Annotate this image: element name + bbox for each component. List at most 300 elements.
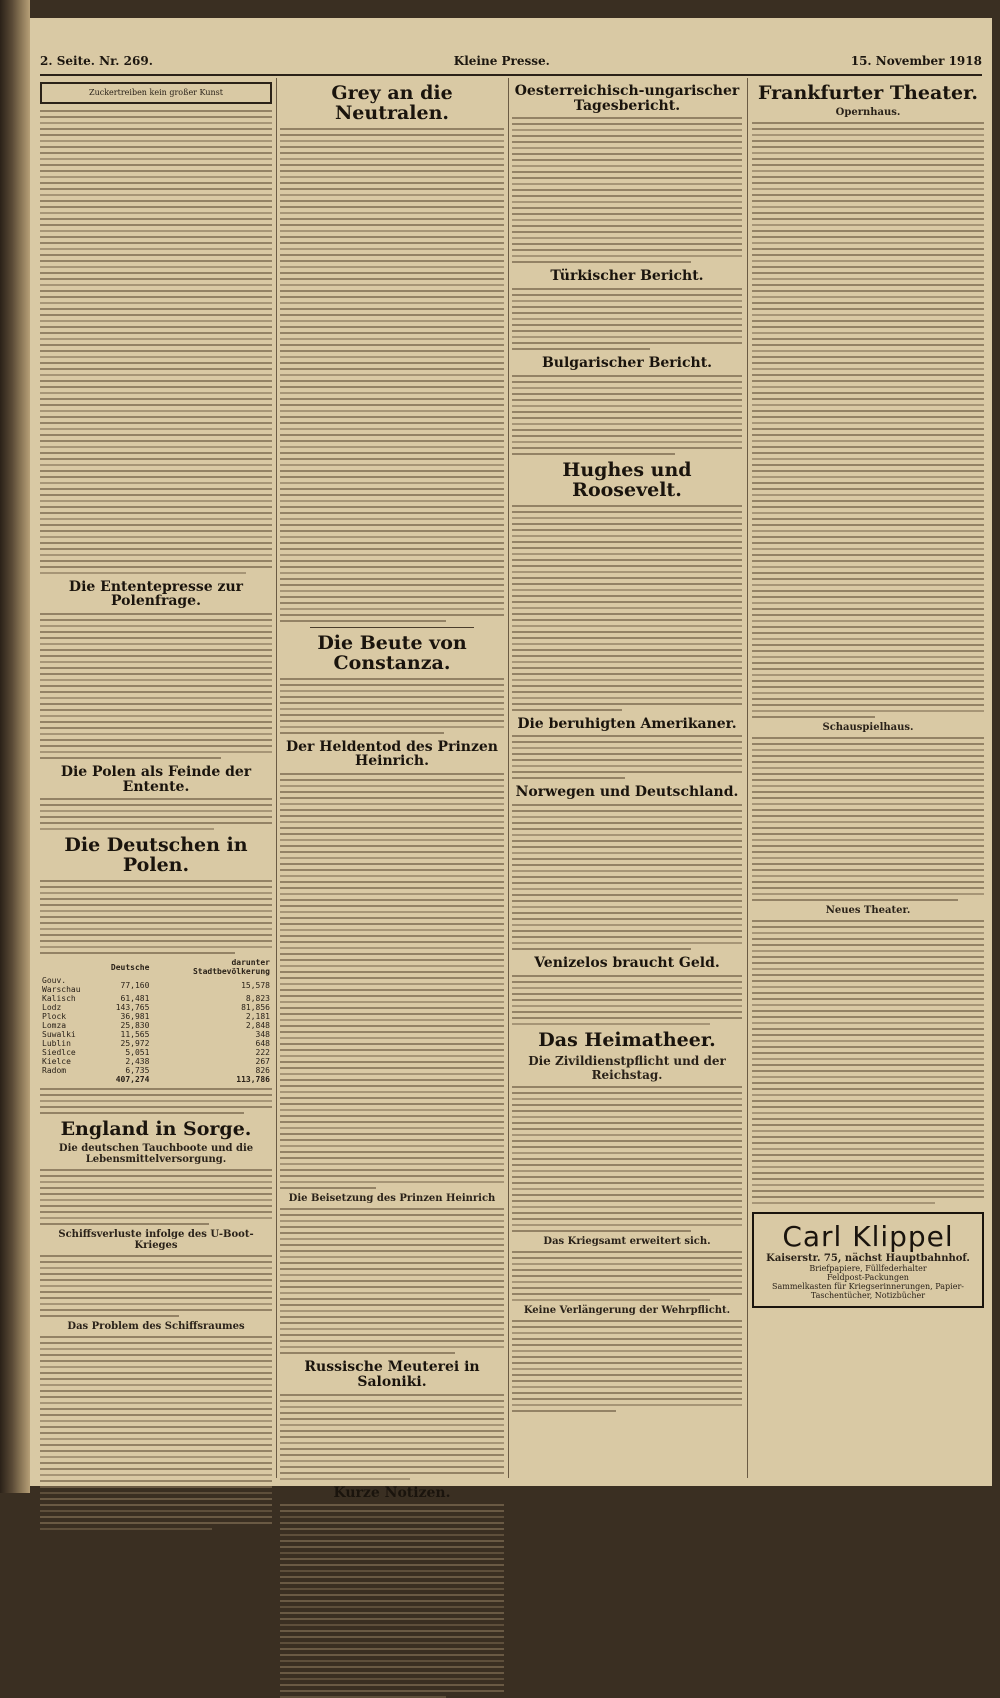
text-line — [752, 176, 984, 178]
text-line — [280, 1304, 504, 1306]
text-line — [40, 1217, 272, 1219]
text-line — [280, 1528, 504, 1530]
text-line — [280, 1504, 504, 1506]
text-line — [40, 739, 272, 741]
text-line — [40, 308, 272, 310]
text-line — [40, 506, 272, 508]
text-line — [40, 1408, 272, 1410]
text-line — [752, 1124, 984, 1126]
text-line — [752, 815, 984, 817]
text-line — [752, 188, 984, 190]
text-line — [40, 428, 272, 430]
text-line — [280, 536, 504, 538]
text-line — [280, 620, 446, 622]
headline: Die Deutschen in Polen. — [64, 834, 248, 877]
text-line — [512, 1023, 710, 1025]
text-line — [280, 506, 504, 508]
table-cell — [40, 1075, 109, 1084]
text-line — [280, 1588, 504, 1590]
text-line — [40, 1088, 272, 1090]
page-number: 2. Seite. Nr. 269. — [40, 54, 153, 68]
text-line — [40, 434, 272, 436]
text-line — [40, 1169, 272, 1171]
text-line — [280, 1238, 504, 1240]
text-line — [512, 679, 742, 681]
text-line — [512, 882, 742, 884]
text-line — [512, 411, 742, 413]
text-line — [280, 314, 504, 316]
headline: Der Heldentod des Prinzen Heinrich. — [286, 738, 498, 770]
text-line — [512, 547, 742, 549]
text-line — [40, 1396, 272, 1398]
text-line — [752, 1196, 984, 1198]
table-cell: 267 — [255, 1057, 270, 1067]
text-line — [752, 368, 984, 370]
text-line — [512, 930, 742, 932]
text-line — [280, 1085, 504, 1087]
text-line — [40, 1402, 272, 1404]
text-line — [280, 1067, 504, 1069]
text-line — [512, 529, 742, 531]
text-line — [280, 374, 504, 376]
text-line — [280, 224, 504, 226]
text-line — [40, 1432, 272, 1434]
text-line — [280, 809, 504, 811]
text-line — [280, 1310, 504, 1312]
text-line — [280, 1424, 504, 1426]
text-line — [512, 261, 691, 263]
text-line — [40, 1510, 272, 1512]
text-line — [280, 434, 504, 436]
text-line — [280, 266, 504, 268]
text-line — [752, 1004, 984, 1006]
text-line — [40, 934, 272, 936]
divider — [310, 627, 474, 628]
text-line — [280, 446, 504, 448]
text-line — [40, 128, 272, 130]
text-line — [40, 1187, 272, 1189]
text-line — [752, 386, 984, 388]
text-line — [512, 1152, 742, 1154]
text-line — [512, 1182, 742, 1184]
text-line — [512, 709, 622, 711]
text-line — [512, 342, 742, 344]
text-line — [280, 1244, 504, 1246]
text-line — [280, 344, 504, 346]
text-line — [752, 278, 984, 280]
text-line — [280, 1666, 504, 1668]
text-line — [752, 956, 984, 958]
text-line — [280, 1268, 504, 1270]
text-line — [752, 686, 984, 688]
text-line — [752, 224, 984, 226]
text-line — [280, 1025, 504, 1027]
article-body — [280, 128, 504, 622]
text-line — [752, 1058, 984, 1060]
text-line — [512, 643, 742, 645]
table-cell: 143,765 — [115, 1003, 150, 1013]
text-line — [752, 1052, 984, 1054]
table-cell: 11,565 — [120, 1030, 150, 1040]
text-line — [40, 1492, 272, 1494]
text-line — [752, 338, 984, 340]
text-line — [512, 631, 742, 633]
text-line — [752, 1154, 984, 1156]
subheadline: Die Beisetzung des Prinzen Heinrich — [288, 1193, 496, 1205]
text-line — [512, 447, 742, 449]
text-line — [40, 745, 272, 747]
text-line — [40, 236, 272, 238]
text-line — [280, 678, 504, 680]
text-line — [280, 875, 504, 877]
text-line — [752, 992, 984, 994]
text-line — [40, 224, 272, 226]
text-line — [752, 998, 984, 1000]
text-line — [512, 153, 742, 155]
headline: Türkischer Bericht. — [550, 268, 704, 285]
text-line — [512, 375, 742, 377]
text-line — [752, 536, 984, 538]
text-line — [280, 152, 504, 154]
text-line — [512, 858, 742, 860]
text-line — [40, 1456, 272, 1458]
text-line — [280, 248, 504, 250]
text-line — [40, 176, 272, 178]
text-line — [40, 1384, 272, 1386]
table-cell: 25,830 — [120, 1021, 150, 1031]
text-line — [40, 1336, 272, 1338]
text-line — [752, 218, 984, 220]
text-line — [752, 590, 984, 592]
text-line — [512, 765, 742, 767]
text-line — [512, 661, 742, 663]
text-line — [40, 260, 272, 262]
text-line — [40, 566, 272, 568]
text-line — [40, 1193, 272, 1195]
text-line — [752, 1172, 984, 1174]
text-line — [512, 189, 742, 191]
text-line — [512, 1212, 742, 1214]
text-line — [280, 929, 504, 931]
text-line — [752, 596, 984, 598]
text-line — [40, 1390, 272, 1392]
article-body — [40, 880, 272, 954]
text-line — [280, 1418, 504, 1420]
text-line — [752, 821, 984, 823]
text-line — [280, 1516, 504, 1518]
text-line — [280, 470, 504, 472]
text-line — [512, 697, 742, 699]
text-line — [280, 923, 504, 925]
text-line — [40, 613, 272, 615]
text-line — [280, 284, 504, 286]
article-body — [512, 505, 742, 711]
text-line — [752, 554, 984, 556]
text-line — [40, 804, 272, 806]
table-cell: 77,160 — [120, 980, 150, 990]
text-line — [40, 697, 272, 699]
text-line — [280, 560, 504, 562]
text-line — [40, 572, 246, 574]
text-line — [752, 1148, 984, 1150]
text-line — [752, 887, 984, 889]
text-line — [280, 380, 504, 382]
text-line — [512, 249, 742, 251]
text-line — [40, 1504, 272, 1506]
text-line — [512, 822, 742, 824]
text-line — [512, 231, 742, 233]
text-line — [512, 852, 742, 854]
text-line — [280, 452, 504, 454]
text-line — [280, 272, 504, 274]
text-line — [512, 159, 742, 161]
text-line — [280, 1274, 504, 1276]
text-line — [280, 965, 504, 967]
article-body — [752, 737, 984, 901]
text-line — [280, 278, 504, 280]
text-line — [280, 422, 504, 424]
text-line — [512, 993, 742, 995]
text-line — [280, 905, 504, 907]
table-row — [40, 1057, 272, 1066]
text-line — [752, 767, 984, 769]
text-line — [512, 183, 742, 185]
text-line — [40, 404, 272, 406]
text-line — [40, 314, 272, 316]
text-line — [40, 416, 272, 418]
text-line — [512, 1104, 742, 1106]
text-line — [280, 548, 504, 550]
text-line — [752, 968, 984, 970]
text-line — [40, 1205, 272, 1207]
text-line — [280, 1262, 504, 1264]
article-body — [280, 678, 504, 734]
table-cell: 61,481 — [120, 994, 150, 1004]
text-line — [40, 892, 272, 894]
text-line — [280, 1436, 504, 1438]
column-divider — [508, 78, 509, 1478]
text-line — [280, 917, 504, 919]
column-1 — [40, 78, 272, 1478]
text-line — [280, 821, 504, 823]
text-line — [40, 278, 272, 280]
text-line — [40, 362, 272, 364]
headline: Venizelos braucht Geld. — [534, 955, 720, 971]
text-line — [40, 822, 272, 824]
text-line — [280, 1151, 504, 1153]
text-line — [512, 607, 742, 609]
text-line — [40, 828, 214, 830]
text-line — [280, 128, 504, 130]
text-line — [280, 1564, 504, 1566]
text-line — [280, 893, 504, 895]
text-line — [752, 839, 984, 841]
text-line — [280, 578, 504, 580]
text-line — [752, 773, 984, 775]
text-line — [40, 458, 272, 460]
text-line — [512, 207, 742, 209]
table-cell: Lodz — [42, 1003, 62, 1013]
text-line — [512, 399, 742, 401]
text-line — [752, 668, 984, 670]
text-line — [40, 685, 272, 687]
text-line — [40, 904, 272, 906]
text-line — [512, 1404, 742, 1406]
text-line — [280, 1322, 504, 1324]
text-line — [752, 350, 984, 352]
text-line — [40, 1223, 209, 1225]
text-line — [280, 1642, 504, 1644]
text-line — [512, 846, 742, 848]
headline: Norwegen und Deutschland. — [515, 784, 739, 801]
headline: Bulgarischer Bericht. — [541, 355, 713, 372]
text-line — [512, 1086, 742, 1088]
text-line — [280, 1121, 504, 1123]
text-line — [40, 946, 272, 948]
text-line — [752, 950, 984, 952]
text-line — [280, 1019, 504, 1021]
text-line — [280, 356, 504, 358]
headline: Kurze Notizen. — [333, 1484, 451, 1501]
table-row — [40, 1039, 272, 1048]
page-header — [40, 54, 982, 70]
newspaper-page — [30, 18, 992, 1501]
text-line — [752, 254, 984, 256]
text-line — [40, 524, 272, 526]
table-row — [40, 1075, 272, 1084]
table-row — [40, 1021, 272, 1030]
text-line — [280, 1448, 504, 1450]
text-line — [512, 1140, 742, 1142]
text-line — [752, 737, 984, 739]
text-line — [280, 206, 504, 208]
text-line — [40, 1309, 272, 1311]
text-line — [752, 716, 875, 718]
text-line — [280, 1037, 504, 1039]
text-line — [40, 218, 272, 220]
text-line — [40, 560, 272, 562]
text-line — [40, 1444, 272, 1446]
text-line — [752, 1028, 984, 1030]
text-line — [280, 1226, 504, 1228]
text-line — [280, 773, 504, 775]
table-row — [40, 976, 272, 994]
text-line — [280, 212, 504, 214]
text-line — [40, 398, 272, 400]
text-line — [40, 272, 272, 274]
text-line — [280, 857, 504, 859]
text-line — [512, 177, 742, 179]
text-line — [280, 684, 504, 686]
text-line — [280, 1316, 504, 1318]
text-line — [752, 863, 984, 865]
text-line — [752, 1130, 984, 1132]
text-line — [280, 989, 504, 991]
table-cell: 648 — [255, 1039, 270, 1049]
text-line — [512, 1110, 742, 1112]
table-cell: Kalisch — [42, 994, 76, 1004]
text-line — [752, 938, 984, 940]
article-body — [752, 920, 984, 1204]
text-line — [280, 1181, 504, 1183]
table-cell: 5,051 — [125, 1048, 150, 1058]
table-row — [40, 1030, 272, 1039]
text-line — [512, 1005, 742, 1007]
text-line — [40, 1522, 272, 1524]
text-line — [512, 1293, 742, 1295]
text-line — [512, 1017, 742, 1019]
text-line — [40, 326, 272, 328]
text-line — [512, 435, 742, 437]
text-line — [40, 500, 272, 502]
text-line — [280, 714, 504, 716]
text-line — [752, 656, 984, 658]
text-line — [280, 1298, 504, 1300]
text-line — [752, 326, 984, 328]
text-line — [280, 1412, 504, 1414]
text-line — [512, 1269, 742, 1271]
text-line — [280, 530, 504, 532]
text-line — [512, 948, 691, 950]
article-body — [512, 1320, 742, 1412]
text-line — [40, 1342, 272, 1344]
text-line — [40, 1106, 272, 1108]
text-line — [752, 584, 984, 586]
text-line — [280, 983, 504, 985]
text-line — [280, 1352, 455, 1354]
text-line — [512, 1275, 742, 1277]
text-line — [280, 194, 504, 196]
text-line — [40, 1354, 272, 1356]
text-line — [40, 338, 272, 340]
text-line — [280, 1001, 504, 1003]
text-line — [512, 1092, 742, 1094]
subheadline: Opernhaus. — [835, 106, 901, 118]
table-cell: 15,578 — [241, 980, 270, 990]
text-line — [280, 887, 504, 889]
text-line — [40, 691, 272, 693]
text-line — [512, 1368, 742, 1370]
headline: Russische Meuterei in Saloniki. — [304, 1359, 480, 1390]
text-line — [752, 206, 984, 208]
text-line — [40, 940, 272, 942]
text-line — [280, 827, 504, 829]
table-cell: 222 — [255, 1048, 270, 1058]
table-row — [40, 1048, 272, 1057]
text-line — [512, 655, 742, 657]
text-line — [40, 230, 272, 232]
text-line — [512, 1176, 742, 1178]
text-line — [752, 308, 984, 310]
text-line — [512, 691, 742, 693]
text-line — [40, 488, 272, 490]
text-line — [40, 715, 272, 717]
article-body — [280, 1208, 504, 1354]
subheadline: Neues Theater. — [825, 904, 911, 916]
text-line — [280, 1576, 504, 1578]
text-line — [40, 116, 272, 118]
text-line — [280, 590, 504, 592]
text-line — [280, 1600, 504, 1602]
text-line — [752, 446, 984, 448]
text-line — [280, 1594, 504, 1596]
text-line — [280, 290, 504, 292]
text-line — [280, 512, 504, 514]
text-line — [512, 613, 742, 615]
text-line — [752, 230, 984, 232]
text-line — [512, 759, 742, 761]
text-line — [752, 1160, 984, 1162]
